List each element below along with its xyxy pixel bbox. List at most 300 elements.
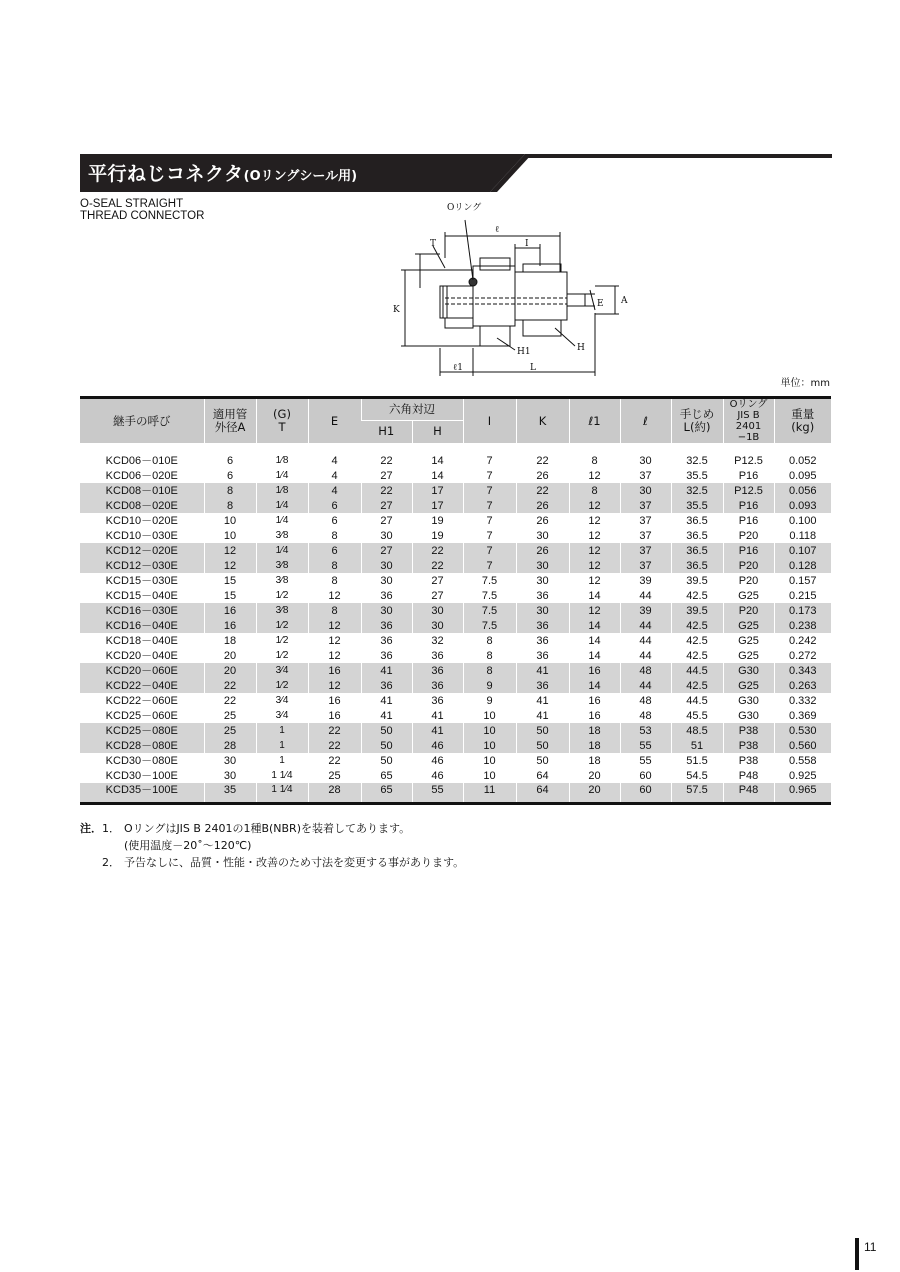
connector-diagram: [385, 198, 645, 383]
header-weight: 重量 (kg): [774, 398, 831, 444]
table-cell: KCD10－020E: [105, 514, 178, 527]
table-cell: KCD15－030E: [105, 574, 178, 587]
header-e: E: [308, 398, 361, 444]
table-cell: 0.558: [774, 753, 831, 768]
table-cell: 12: [204, 543, 256, 558]
table-cell: 25: [204, 708, 256, 723]
table-cell: 0.056: [774, 483, 831, 498]
table-cell: KCD30－080E: [105, 754, 178, 767]
table-cell: 0.052: [774, 443, 831, 468]
table-cell: 26: [516, 543, 569, 558]
table-cell: 3⁄4: [256, 693, 308, 708]
table-cell: 30: [361, 603, 412, 618]
table-cell: 30: [204, 768, 256, 783]
table-cell: 22: [204, 678, 256, 693]
table-cell: 12: [308, 618, 361, 633]
table-cell: 0.242: [774, 633, 831, 648]
table-cell: 12: [569, 498, 620, 513]
table-cell: 14: [412, 468, 463, 483]
table-cell: 27: [412, 588, 463, 603]
table-cell: 8: [308, 603, 361, 618]
table-cell: 37: [620, 543, 671, 558]
table-cell: KCD12－020E: [80, 543, 204, 558]
table-cell: 51: [671, 738, 723, 753]
title-main: 平行ねじコネクタ: [88, 163, 244, 185]
table-cell: 36: [516, 633, 569, 648]
table-cell: 57.5: [671, 783, 723, 803]
table-cell: 46: [412, 768, 463, 783]
table-cell: 30: [620, 483, 671, 498]
label-E: E: [597, 299, 604, 309]
table-cell: KCD25－060E: [105, 709, 178, 722]
table-cell: P38: [723, 723, 774, 738]
table-cell: KCD18－040E: [105, 634, 178, 647]
table-cell: 36: [412, 663, 463, 678]
table-cell: 12: [569, 558, 620, 573]
table-cell: 6: [204, 468, 256, 483]
table-cell: 30: [361, 573, 412, 588]
table-cell: KCD06－010E: [105, 454, 178, 467]
table-cell: 0.118: [774, 528, 831, 543]
table-cell: 51.5: [671, 753, 723, 768]
table-cell: 15: [204, 588, 256, 603]
table-cell: 1: [256, 723, 308, 738]
spec-table: [80, 396, 831, 805]
table-cell: P16: [723, 543, 774, 558]
table-cell: 7.5: [463, 618, 516, 633]
table-cell: KCD35－100E: [80, 783, 204, 803]
table-cell: 30: [361, 528, 412, 543]
table-cell: 50: [516, 738, 569, 753]
note1-sub: (使用温度－20˚～120℃): [124, 839, 252, 852]
table-cell: 35.5: [671, 498, 723, 513]
table-row: [80, 663, 831, 678]
table-cell: 55: [620, 738, 671, 753]
table-cell: 10: [463, 723, 516, 738]
table-cell: 1⁄2: [256, 633, 308, 648]
table-cell: 36: [412, 693, 463, 708]
table-cell: 14: [569, 648, 620, 663]
label-oring: Oリング: [447, 203, 482, 213]
table-cell: 22: [361, 443, 412, 468]
table-cell: 1⁄8: [256, 443, 308, 468]
table-cell: 18: [569, 723, 620, 738]
table-row: [80, 543, 831, 558]
table-cell: KCD20－060E: [80, 663, 204, 678]
table-cell: 0.100: [774, 513, 831, 528]
table-cell: 50: [516, 753, 569, 768]
table-cell: 4: [308, 443, 361, 468]
table-cell: 1⁄2: [256, 648, 308, 663]
table-cell: 45.5: [671, 708, 723, 723]
table-cell: P38: [723, 738, 774, 753]
table-cell: 22: [516, 443, 569, 468]
table-cell: 42.5: [671, 588, 723, 603]
table-row: [80, 588, 831, 603]
table-row: [80, 648, 831, 663]
table-row: [80, 753, 831, 768]
table-cell: 46: [412, 738, 463, 753]
table-cell: 30: [412, 618, 463, 633]
table-cell: 36: [361, 678, 412, 693]
table-cell: 41: [361, 708, 412, 723]
table-cell: 50: [516, 723, 569, 738]
table-cell: 8: [204, 498, 256, 513]
table-cell: P20: [723, 573, 774, 588]
title-sub: (Oリングシール用): [243, 169, 358, 184]
table-cell: P12.5: [723, 483, 774, 498]
table-cell: 0.157: [774, 573, 831, 588]
table-cell: 22: [308, 738, 361, 753]
table-cell: 12: [569, 543, 620, 558]
table-cell: 0.263: [774, 678, 831, 693]
table-cell: 36: [361, 618, 412, 633]
table-cell: KCD06－020E: [105, 469, 178, 482]
table-cell: KCD20－040E: [105, 649, 178, 662]
table-cell: 12: [569, 603, 620, 618]
table-row: [80, 738, 831, 753]
table-cell: 7.5: [463, 588, 516, 603]
table-cell: 65: [361, 768, 412, 783]
table-cell: 19: [412, 513, 463, 528]
table-cell: 7.5: [463, 603, 516, 618]
table-cell: 37: [620, 498, 671, 513]
table-cell: 7: [463, 558, 516, 573]
table-cell: 12: [569, 468, 620, 483]
table-cell: 16: [204, 603, 256, 618]
table-cell: 8: [308, 558, 361, 573]
table-cell: 18: [569, 738, 620, 753]
table-cell: 30: [204, 753, 256, 768]
header-name: 継手の呼び: [80, 398, 204, 444]
table-cell: 37: [620, 558, 671, 573]
table-cell: 8: [204, 483, 256, 498]
table-cell: 50: [361, 723, 412, 738]
label-K: K: [393, 305, 400, 315]
table-cell: KCD16－040E: [80, 618, 204, 633]
table-cell: 1⁄2: [256, 618, 308, 633]
label-H: H: [577, 343, 585, 353]
table-cell: 1: [256, 753, 308, 768]
table-cell: 7: [463, 498, 516, 513]
table-cell: 0.095: [774, 468, 831, 483]
table-cell: 25: [204, 723, 256, 738]
table-cell: 8: [569, 443, 620, 468]
table-cell: 25: [308, 768, 361, 783]
table-cell: 16: [308, 708, 361, 723]
header-h1: H1: [361, 420, 412, 443]
table-cell: 32.5: [671, 483, 723, 498]
header-l: 手じめ L(約): [671, 398, 723, 444]
table-cell: 30: [516, 528, 569, 543]
table-cell: 3⁄8: [256, 603, 308, 618]
table-cell: 36.5: [671, 558, 723, 573]
header-i: I: [463, 398, 516, 444]
table-cell: 8: [463, 633, 516, 648]
note1-text: OリングはJIS B 2401の1種B(NBR)を装着してあります。: [124, 822, 411, 835]
table-cell: 41: [516, 693, 569, 708]
table-cell: 10: [204, 528, 256, 543]
table-cell: 6: [308, 498, 361, 513]
table-cell: 48: [620, 708, 671, 723]
table-cell: 64: [516, 783, 569, 803]
table-cell: 18: [569, 753, 620, 768]
table-cell: 44.5: [671, 663, 723, 678]
note1-number: 1．: [102, 822, 120, 835]
table-cell: 0.530: [774, 723, 831, 738]
table-cell: P16: [723, 498, 774, 513]
table-cell: 0.128: [774, 558, 831, 573]
table-row: [80, 768, 831, 783]
table-cell: 4: [308, 468, 361, 483]
table-cell: 50: [361, 753, 412, 768]
table-cell: 9: [463, 678, 516, 693]
table-cell: 27: [412, 573, 463, 588]
table-cell: 42.5: [671, 618, 723, 633]
table-cell: 0.369: [774, 708, 831, 723]
table-cell: 36: [516, 648, 569, 663]
table-cell: KCD22－040E: [80, 678, 204, 693]
table-cell: G25: [723, 648, 774, 663]
table-cell: 30: [620, 443, 671, 468]
table-cell: 0.343: [774, 663, 831, 678]
table-cell: 36.5: [671, 528, 723, 543]
table-cell: 27: [361, 513, 412, 528]
table-cell: 41: [361, 693, 412, 708]
header-ell: ℓ: [620, 398, 671, 444]
table-cell: KCD22－060E: [105, 694, 178, 707]
table-cell: 55: [412, 783, 463, 803]
table-cell: 39.5: [671, 573, 723, 588]
table-cell: 42.5: [671, 678, 723, 693]
table-cell: 35: [204, 783, 256, 803]
table-cell: KCD28－080E: [80, 738, 204, 753]
table-cell: 36: [516, 678, 569, 693]
table-row: [80, 558, 831, 573]
header-tube-od: 適用管 外径A: [204, 398, 256, 444]
table-cell: 42.5: [671, 633, 723, 648]
table-row: [80, 513, 831, 528]
table-cell: G25: [723, 678, 774, 693]
table-cell: 0.965: [774, 783, 831, 803]
table-cell: 14: [569, 588, 620, 603]
table-row: [80, 618, 831, 633]
table-cell: 41: [516, 708, 569, 723]
notes-label: 注．: [80, 822, 102, 835]
table-cell: 1⁄8: [256, 483, 308, 498]
table-cell: 64: [516, 768, 569, 783]
table-cell: 20: [569, 783, 620, 803]
table-cell: 1⁄4: [256, 543, 308, 558]
header-hex: 六角対辺: [361, 398, 463, 421]
table-cell: 53: [620, 723, 671, 738]
table-cell: 36: [361, 588, 412, 603]
table-cell: 0.173: [774, 603, 831, 618]
table-cell: G25: [723, 588, 774, 603]
table-cell: 1: [256, 738, 308, 753]
table-row: [80, 633, 831, 648]
table-cell: 1⁄2: [256, 678, 308, 693]
table-cell: 22: [516, 483, 569, 498]
table-cell: 42.5: [671, 648, 723, 663]
table-cell: 36.5: [671, 513, 723, 528]
table-cell: 19: [412, 528, 463, 543]
table-cell: 1⁄4: [256, 468, 308, 483]
table-cell: 28: [204, 738, 256, 753]
table-cell: 32.5: [671, 443, 723, 468]
table-cell: 60: [620, 783, 671, 803]
table-cell: 0.215: [774, 588, 831, 603]
table-cell: 41: [412, 708, 463, 723]
table-cell: 16: [569, 708, 620, 723]
table-cell: 41: [516, 663, 569, 678]
label-A: A: [621, 296, 628, 306]
table-cell: 0.560: [774, 738, 831, 753]
spec-table-body: [80, 443, 831, 803]
table-cell: 12: [204, 558, 256, 573]
page-title: [88, 159, 357, 186]
notes: [80, 820, 464, 871]
table-cell: 0.332: [774, 693, 831, 708]
table-cell: 36: [516, 618, 569, 633]
table-cell: 32: [412, 633, 463, 648]
table-cell: 3⁄8: [256, 528, 308, 543]
table-cell: 27: [361, 468, 412, 483]
header-g: (G) T: [256, 398, 308, 444]
table-row: [80, 573, 831, 588]
table-cell: 9: [463, 693, 516, 708]
table-cell: 0.272: [774, 648, 831, 663]
table-cell: 27: [361, 543, 412, 558]
table-cell: 15: [204, 573, 256, 588]
label-I: I: [525, 239, 529, 249]
table-cell: 4: [308, 483, 361, 498]
table-cell: 39: [620, 573, 671, 588]
table-cell: 39.5: [671, 603, 723, 618]
table-cell: 48: [620, 663, 671, 678]
table-cell: 44: [620, 633, 671, 648]
table-cell: P20: [723, 558, 774, 573]
header-oring: Oリング JIS B 2401 −1B: [723, 398, 774, 444]
table-cell: 48.5: [671, 723, 723, 738]
table-cell: 22: [412, 543, 463, 558]
table-cell: 50: [361, 738, 412, 753]
table-cell: 1⁄2: [256, 588, 308, 603]
table-cell: KCD08－010E: [80, 483, 204, 498]
table-cell: 8: [463, 648, 516, 663]
table-cell: P20: [723, 603, 774, 618]
table-cell: 8: [308, 528, 361, 543]
table-row: [80, 528, 831, 543]
table-cell: 10: [463, 708, 516, 723]
table-cell: 7: [463, 443, 516, 468]
english-name-line1: O-SEAL STRAIGHT: [80, 198, 184, 210]
table-cell: 12: [308, 678, 361, 693]
table-cell: G25: [723, 633, 774, 648]
table-cell: 44.5: [671, 693, 723, 708]
table-cell: 12: [308, 633, 361, 648]
table-cell: 65: [361, 783, 412, 803]
label-T: T: [430, 239, 437, 249]
table-cell: 54.5: [671, 768, 723, 783]
table-cell: 10: [463, 768, 516, 783]
table-cell: 1 1⁄4: [256, 783, 308, 803]
header-h: H: [412, 420, 463, 443]
table-cell: G30: [723, 663, 774, 678]
table-cell: 6: [308, 543, 361, 558]
english-product-name: [80, 198, 204, 222]
table-cell: G25: [723, 618, 774, 633]
table-cell: 30: [412, 603, 463, 618]
table-cell: 37: [620, 528, 671, 543]
page-bar: [855, 1238, 859, 1270]
table-cell: 55: [620, 753, 671, 768]
table-cell: P16: [723, 468, 774, 483]
table-cell: 12: [569, 573, 620, 588]
table-cell: 6: [204, 443, 256, 468]
table-cell: KCD08－020E: [80, 498, 204, 513]
table-cell: 12: [569, 528, 620, 543]
table-cell: 39: [620, 603, 671, 618]
label-ell1: ℓ1: [453, 363, 464, 373]
table-row: [80, 783, 831, 803]
table-cell: 16: [204, 618, 256, 633]
table-cell: P48: [723, 768, 774, 783]
table-cell: 36: [412, 648, 463, 663]
table-row: [80, 708, 831, 723]
table-row: [80, 678, 831, 693]
table-cell: 46: [412, 753, 463, 768]
table-cell: 36: [361, 648, 412, 663]
table-row: [80, 468, 831, 483]
table-cell: 22: [204, 693, 256, 708]
table-cell: 0.093: [774, 498, 831, 513]
page-number: 11: [864, 1240, 877, 1254]
table-cell: 30: [361, 558, 412, 573]
table-cell: 16: [569, 663, 620, 678]
table-cell: 18: [204, 633, 256, 648]
header-ell1: ℓ1: [569, 398, 620, 444]
table-cell: 3⁄8: [256, 558, 308, 573]
table-cell: KCD16－030E: [80, 603, 204, 618]
table-cell: 36: [361, 633, 412, 648]
table-cell: 48: [620, 693, 671, 708]
table-cell: 22: [308, 753, 361, 768]
table-cell: 7.5: [463, 573, 516, 588]
table-cell: 10: [463, 753, 516, 768]
table-cell: G30: [723, 708, 774, 723]
table-row: [80, 483, 831, 498]
table-cell: 1⁄4: [256, 513, 308, 528]
table-cell: 22: [412, 558, 463, 573]
table-row: [80, 723, 831, 738]
table-cell: 12: [308, 588, 361, 603]
table-cell: 8: [308, 573, 361, 588]
table-cell: 37: [620, 513, 671, 528]
unit-label: 単位：mm: [780, 378, 830, 389]
table-cell: 36: [516, 588, 569, 603]
table-cell: 37: [620, 468, 671, 483]
header-k: K: [516, 398, 569, 444]
table-cell: 12: [308, 648, 361, 663]
table-cell: 14: [412, 443, 463, 468]
table-cell: 22: [308, 723, 361, 738]
table-cell: 16: [308, 693, 361, 708]
table-cell: 14: [569, 678, 620, 693]
table-cell: 14: [569, 618, 620, 633]
table-cell: 30: [516, 603, 569, 618]
table-cell: KCD15－040E: [105, 589, 178, 602]
